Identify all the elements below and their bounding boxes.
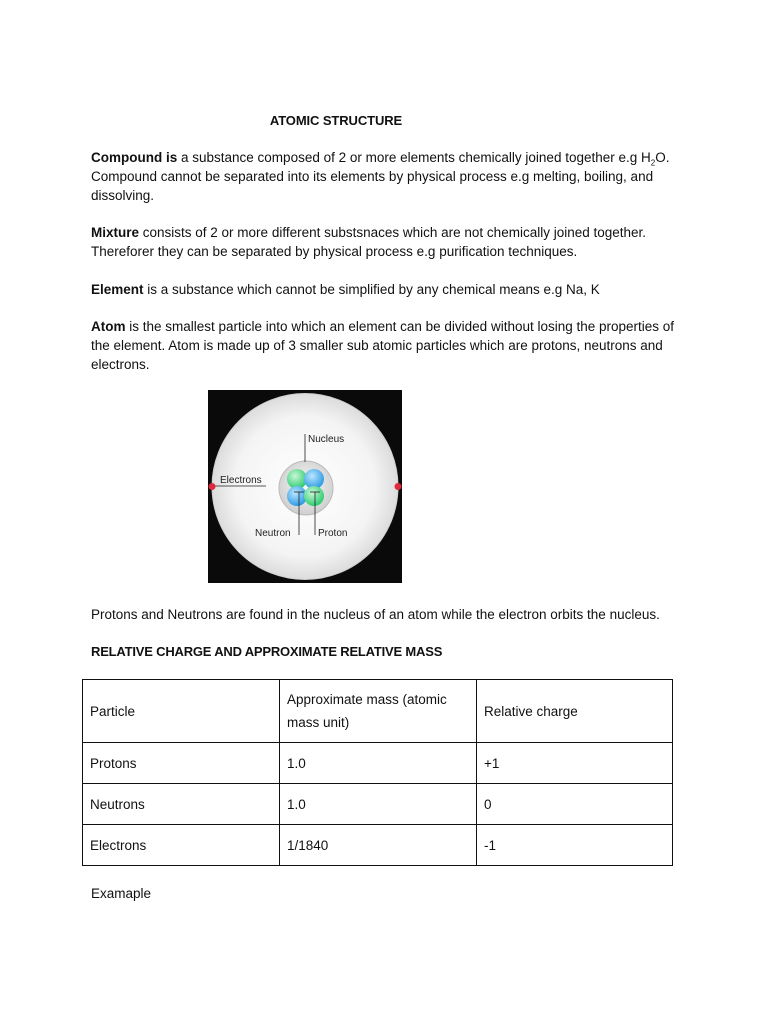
table-heading: RELATIVE CHARGE AND APPROXIMATE RELATIVE MASS [91, 644, 443, 659]
cell-particle: Neutrons [83, 784, 280, 825]
compound-definition [91, 148, 691, 205]
compound-text-a: a substance composed of 2 or more elements chemically joined together e.g H [177, 150, 651, 165]
electron-left [209, 483, 216, 490]
mixture-definition [91, 223, 691, 261]
atom-text: is the smallest particle into which an element can be divided without losing the properties of the element. Atom is made up of 3 smaller sub atomic particles which are protons, neutrons and electrons. [91, 319, 675, 372]
table-row [83, 825, 673, 866]
atom-diagram [208, 390, 402, 583]
header-mass: Approximate mass (atomic mass unit) [280, 680, 477, 743]
compound-text-b: O. Compound cannot be separated into its elements by physical process e.g melting, boiling, and dissolving. [91, 150, 670, 203]
header-particle: Particle [83, 680, 280, 743]
element-term: Element [91, 282, 144, 297]
element-definition [91, 280, 691, 299]
example-label: Examaple [91, 886, 152, 901]
compound-term: Compound is [91, 150, 178, 165]
cell-charge: -1 [477, 825, 673, 866]
cell-mass: 1.0 [280, 784, 477, 825]
particle-table [82, 679, 673, 866]
nucleus-label: Nucleus [308, 434, 345, 445]
nucleus-sentence: Protons and Neutrons are found in the nucleus of an atom while the electron orbits the nucleus. [91, 607, 660, 622]
table-header-row [83, 680, 673, 743]
page-title: ATOMIC STRUCTURE [269, 113, 403, 128]
table-row [83, 743, 673, 784]
element-text: is a substance which cannot be simplified by any chemical means e.g Na, K [143, 282, 600, 297]
proton-label: Proton [318, 528, 348, 539]
atom-definition [91, 317, 691, 374]
atom-diagram-svg [208, 390, 402, 583]
proton-particle [304, 486, 324, 506]
cell-particle: Electrons [83, 825, 280, 866]
cell-mass: 1.0 [280, 743, 477, 784]
header-charge: Relative charge [477, 680, 673, 743]
neutron-label: Neutron [255, 528, 291, 539]
cell-mass: 1/1840 [280, 825, 477, 866]
compound-subscript: 2 [650, 158, 656, 168]
electron-right [395, 483, 402, 490]
cell-particle: Protons [83, 743, 280, 784]
cell-charge: 0 [477, 784, 673, 825]
cell-charge: +1 [477, 743, 673, 784]
mixture-term: Mixture [91, 225, 140, 240]
mixture-text: consists of 2 or more different substsnaces which are not chemically joined together. Thereforer they can be separated by physical process e.g purification techniques. [91, 225, 647, 259]
atom-term: Atom [91, 319, 126, 334]
table-row [83, 784, 673, 825]
nucleus-boundary [279, 461, 333, 515]
electrons-label: Electrons [220, 475, 262, 486]
